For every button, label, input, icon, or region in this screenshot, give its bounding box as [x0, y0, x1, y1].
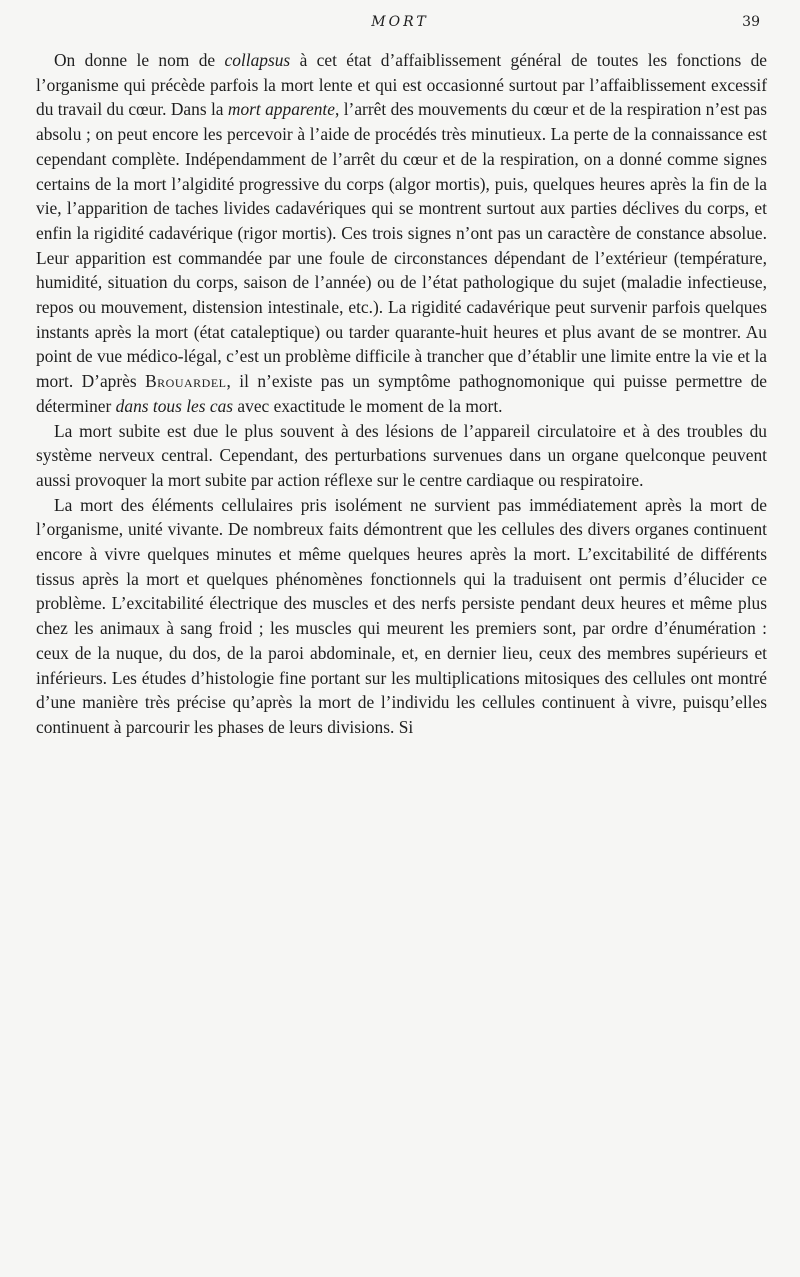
italic-phrase: dans tous les cas	[115, 395, 234, 416]
running-head	[0, 8, 800, 36]
text-run: à cet état d’affaiblissement général de toutes les fonctions de l’organisme qui précède parfois la mort lente et qui est occasionné surtout par l’affaiblissement excessif du travail du cœur. Dans la	[36, 50, 767, 120]
page-number: 39	[742, 14, 760, 30]
text-run: On donne le nom de	[54, 50, 225, 70]
body-text	[36, 48, 767, 740]
text-run: La mort subite est due le plus souvent à des lésions de l’appareil circulatoire et à des troubles du système nerveux central. Cependant, des perturbations survenues dans un organe quelconque peuvent aussi provoquer la mort subite par action réflexe sur le centre cardiaque ou respiratoire.	[36, 420, 767, 490]
text-run: , il n’existe pas un symptôme pathognomonique qui puisse permettre de déterminer	[36, 371, 767, 416]
author-name: Brouardel	[145, 371, 227, 392]
running-title: MORT	[371, 14, 429, 30]
text-run: , l’arrêt des mouvements du cœur et de la respiration n’est pas absolu ; on peut encore les percevoir à l’aide de procédés très minutieux. La perte de la connaissance est cependant complète. Indépendamment de l’arrêt du cœur et de la respiration, on a donné comme signes certains de la mort l’algidité progressive du corps (algor mortis), puis, quelques heures après la fin de la vie, l’apparition de taches livides cadavériques qui se montrent surtout aux parties déclives du corps, et enfin la rigidité cadavérique (rigor mortis). Ces trois signes n’ont pas un caractère de constance absolue. Leur apparition est commandée par une foule de circonstances dépendant de l’extérieur (température, humidité, situation du corps, saison de l’année) ou de l’état pathologique du sujet (maladie infectieuse, repos ou mouvement, distension intestinale, etc.). La rigidité cadavérique peut survenir parfois quelques instants après la mort (état cataleptique) ou tarder quarante-huit heures et plus avant de se montrer. Au point de vue médico-légal, c’est un problème difficile à trancher que d’établir une limite entre la vie et la mort. D’après	[36, 99, 768, 392]
paragraph-mort-subite	[36, 419, 767, 493]
text-run: avec exactitude le moment de la mort.	[233, 395, 503, 416]
italic-phrase: collapsus	[224, 50, 291, 70]
italic-phrase: mort apparente	[227, 99, 335, 120]
paragraph-collapsus	[36, 48, 767, 419]
paragraph-mort-cellulaire	[36, 493, 767, 740]
text-run: La mort des éléments cellulaires pris isolément ne survient pas immédiatement après la mort de l’organisme, unité vivante. De nombreux faits démontrent que les cellules des divers organes continuent encore à vivre quelques minutes et même quelques heures après la mort. L’excitabilité de différents tissus après la mort et quelques phénomènes fonctionnels qui la traduisent ont permis d’élucider ce problème. L’excitabilité électrique des muscles et des nerfs persiste pendant deux heures et même plus chez les animaux à sang froid ; les muscles qui meurent les premiers sont, par ordre d’énumération : ceux de la nuque, du dos, de la paroi abdominale, et, en dernier lieu, ceux des membres supérieurs et inférieurs. Les études d’histologie fine portant sur les multiplications mitosiques des cellules ont montré d’une manière très précise qu’après la mort de l’individu les cellules continuent à vivre, puisqu’elles continuent à parcourir les phases de leurs divisions. Si	[36, 494, 767, 737]
